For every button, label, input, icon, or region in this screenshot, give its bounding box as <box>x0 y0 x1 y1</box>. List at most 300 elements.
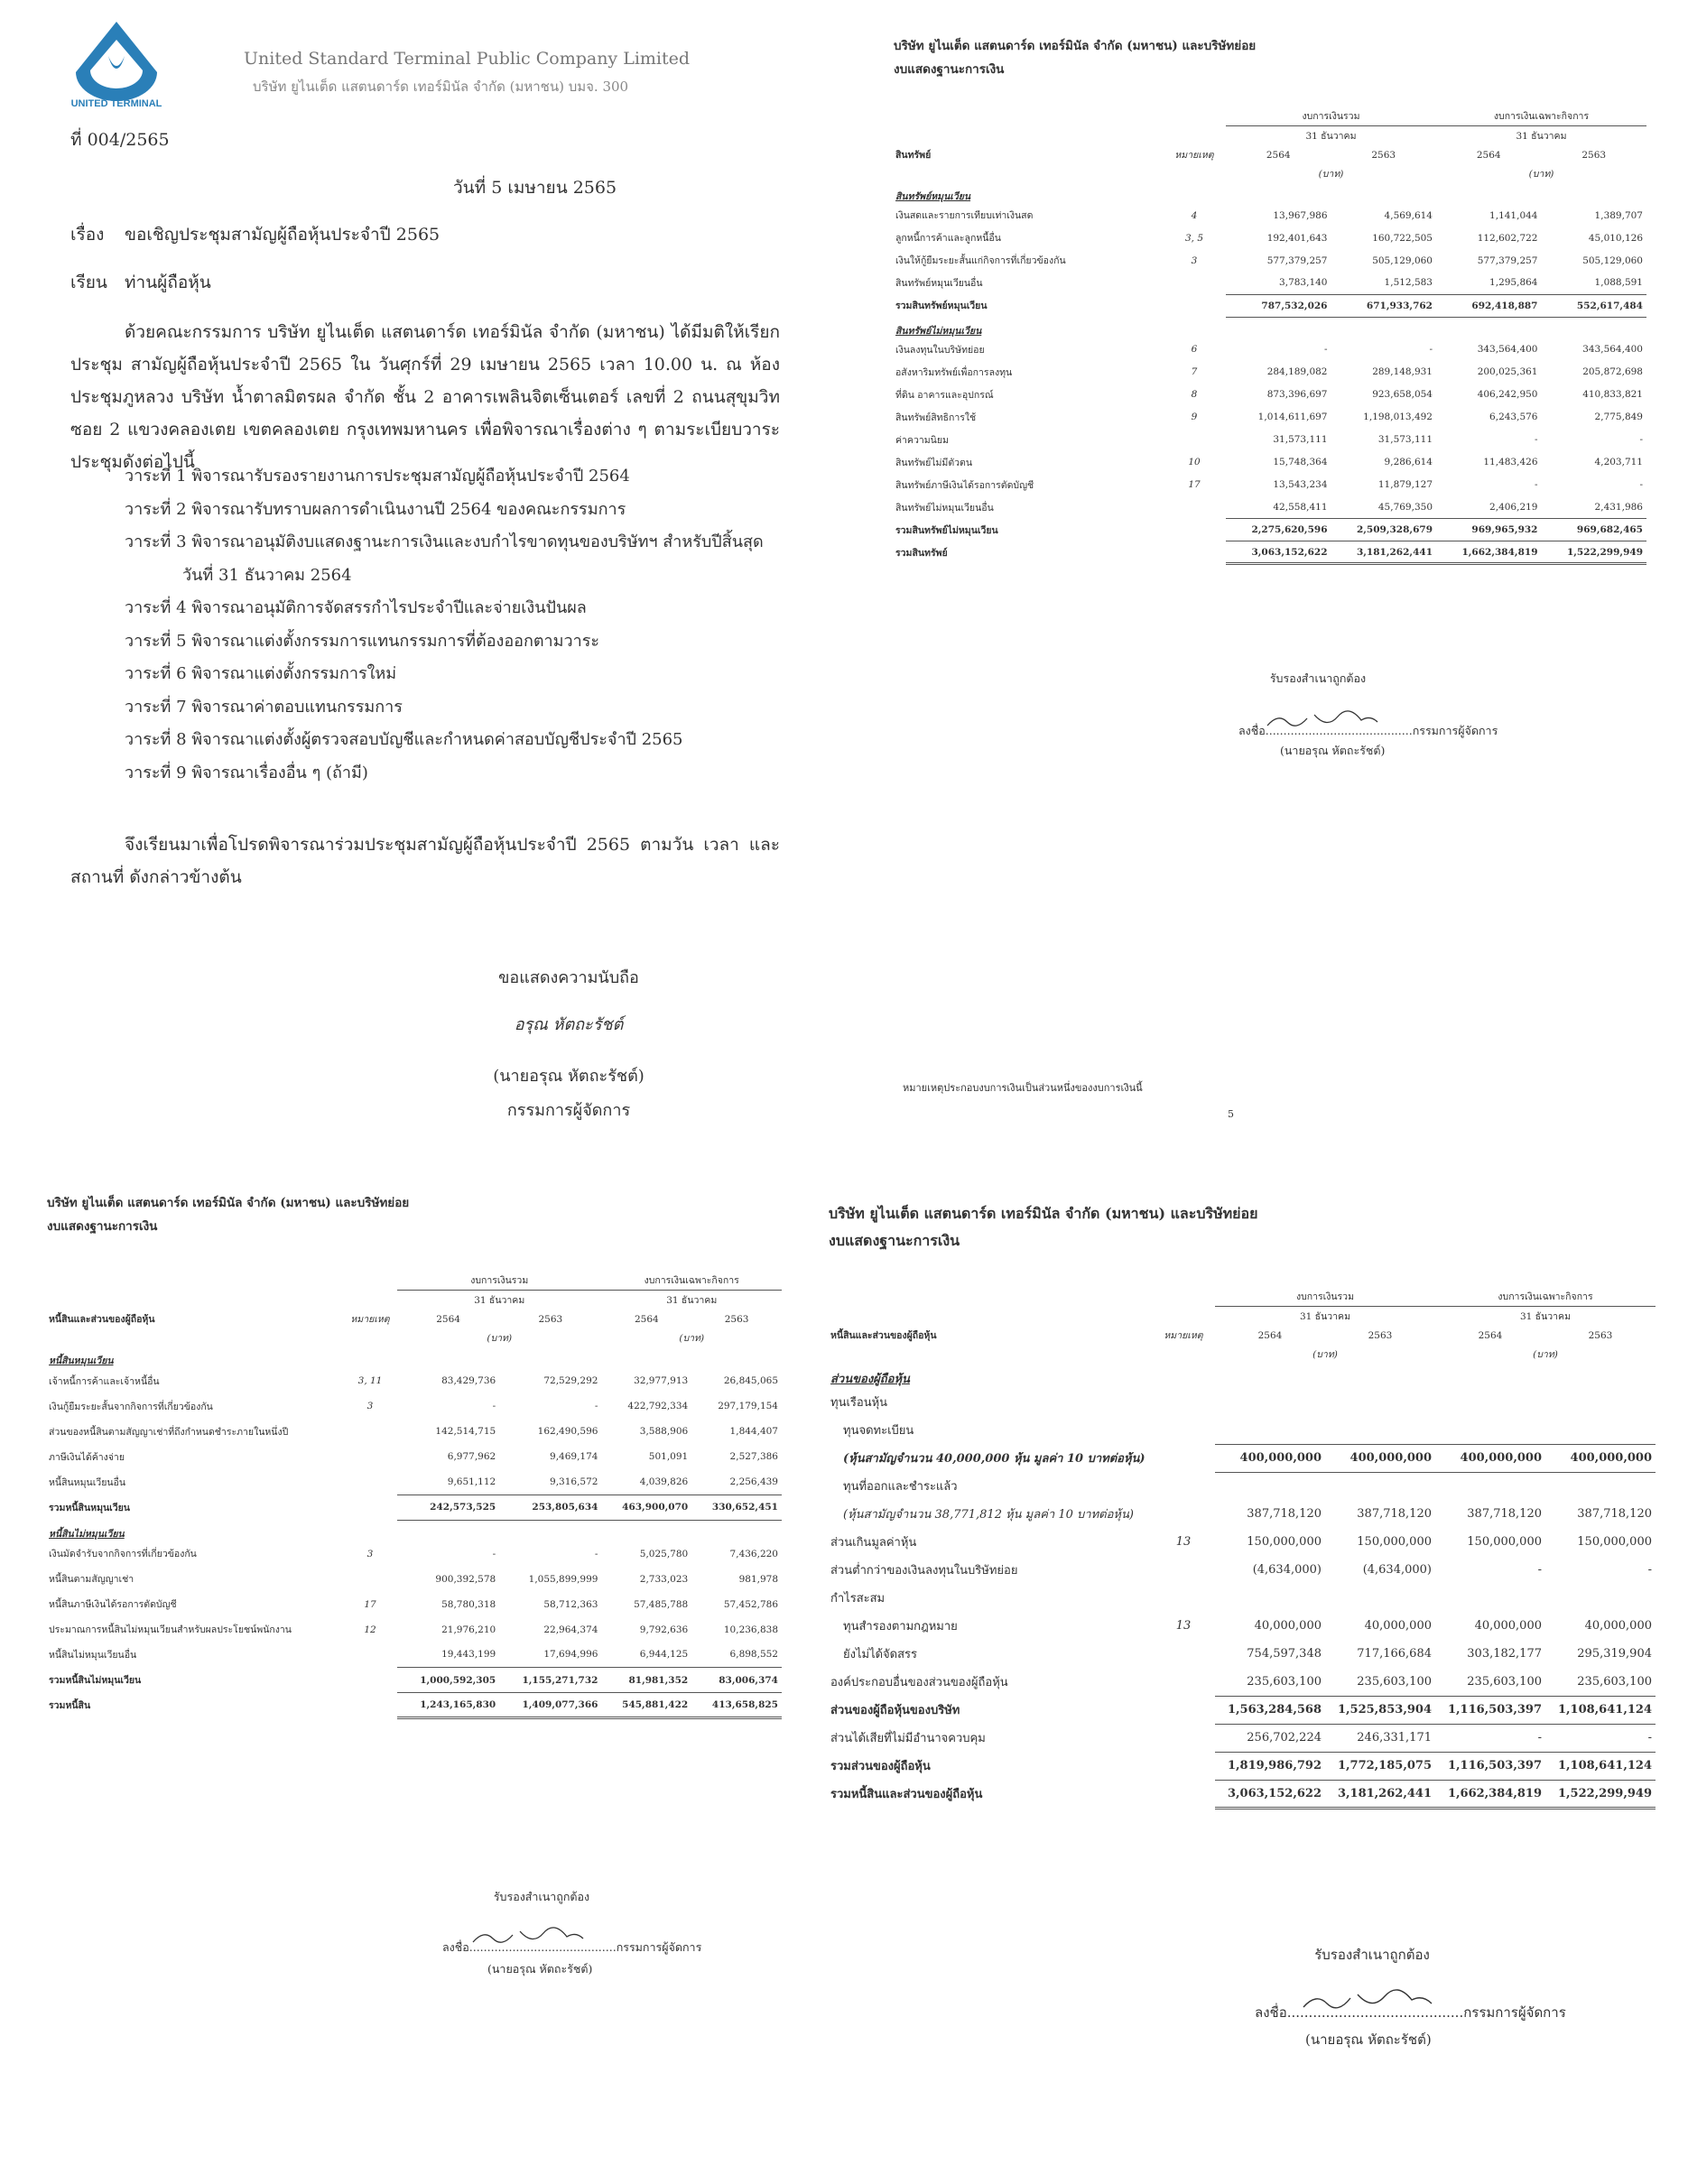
section-label: ส่วนของผู้ถือหุ้น <box>830 1373 910 1386</box>
table-row <box>892 361 1646 384</box>
section-heading: สินทรัพย์ <box>895 150 932 161</box>
section-label: สินทรัพย์หมุนเวียน <box>895 191 971 202</box>
separate-header: งบการเงินเฉพาะกิจการ <box>1435 1287 1656 1307</box>
sign-position: กรรมการผู้จัดการ <box>1412 724 1498 737</box>
row-value: 1,155,271,732 <box>499 1668 601 1693</box>
row-note: 7 <box>1191 366 1198 377</box>
row-value: - <box>1537 1563 1542 1577</box>
company-name-th: บริษัท ยูไนเต็ด แสตนดาร์ด เทอร์มินัล จำกัด (มหาชน) บมจ. 300 <box>253 79 629 95</box>
row-value: 577,379,257 <box>1266 254 1328 266</box>
row-note: 17 <box>364 1598 376 1610</box>
row-value: 717,166,684 <box>1357 1647 1432 1661</box>
table-row <box>45 1419 782 1444</box>
row-note <box>1152 1444 1215 1472</box>
agenda-item: วาระที่ 6 พิจารณาแต่งตั้งกรรมการใหม่ <box>125 664 397 683</box>
row-note: 6 <box>1191 344 1198 355</box>
row-value: 501,091 <box>648 1451 689 1462</box>
row-label: ประมาณการหนี้สินไม่หมุนเวียนสำหรับผลประโยชน์พนักงาน <box>49 1624 292 1635</box>
row-value: 31,573,111 <box>1377 434 1433 445</box>
row-value: 246,331,171 <box>1357 1731 1432 1744</box>
to-label: เรียน <box>70 273 107 292</box>
row-value: - <box>1639 434 1643 445</box>
row-note <box>1163 429 1226 451</box>
signer-name: (นายอรุณ หัตถะรัชต์) <box>1305 2031 1432 2048</box>
to-text: ท่านผู้ถือหุ้น <box>125 273 211 292</box>
unit-header: (บาท) <box>1528 169 1554 180</box>
row-label: ส่วนได้เสียที่ไม่มีอำนาจควบคุม <box>830 1732 986 1745</box>
row-label: ทุนจดทะเบียน <box>843 1424 914 1438</box>
section-row <box>892 183 1646 204</box>
row-value: 2,406,219 <box>1489 501 1538 513</box>
row-note: 4 <box>1191 209 1198 221</box>
row-value: 150,000,000 <box>1357 1535 1432 1549</box>
assets-statement-page <box>794 0 1688 1144</box>
company-name-en: United Standard Terminal Public Company Limited <box>244 49 691 69</box>
table-row <box>892 227 1646 249</box>
separate-header: งบการเงินเฉพาะกิจการ <box>1436 106 1646 126</box>
row-value: - <box>594 1401 598 1411</box>
sign-label: ลงชื่อ <box>1238 724 1266 737</box>
row-note: 3, 5 <box>1184 232 1204 244</box>
row-note <box>1152 1584 1215 1612</box>
row-value: 981,978 <box>738 1573 778 1585</box>
row-value: 505,129,060 <box>1372 254 1433 266</box>
row-value: 1,409,077,366 <box>499 1693 601 1718</box>
row-label: ทุนสำรองตามกฎหมาย <box>843 1620 958 1633</box>
row-value: 330,652,451 <box>691 1495 782 1520</box>
note-header: หมายเหตุ <box>1164 1330 1203 1341</box>
agenda-item: วาระที่ 3 พิจารณาอนุมัติงบแสดงฐานะการเงินและงบกำไรขาดทุนของบริษัทฯ สำหรับปีสิ้นสุด <box>125 532 764 551</box>
row-value: 1,662,384,819 <box>1436 541 1542 564</box>
row-value: 410,833,821 <box>1582 389 1643 400</box>
row-value: 969,965,932 <box>1436 519 1542 541</box>
row-label: เงินสดและรายการเทียบเท่าเงินสด <box>895 210 1034 221</box>
row-label: สินทรัพย์หมุนเวียนอื่น <box>895 278 983 289</box>
row-label: หนี้สินไม่หมุนเวียนอื่น <box>49 1650 137 1661</box>
row-label: เงินมัดจำรับจากกิจการที่เกี่ยวข้องกัน <box>49 1549 197 1559</box>
row-value: 17,694,996 <box>543 1649 598 1661</box>
consolidated-header: งบการเงินรวม <box>1226 106 1436 126</box>
row-value: 3,588,906 <box>639 1426 689 1437</box>
row-value: 57,485,788 <box>634 1598 689 1610</box>
row-label: รวมหนี้สินหมุนเวียน <box>49 1502 130 1513</box>
assets-table <box>892 106 1646 565</box>
row-value: 235,603,100 <box>1357 1674 1432 1689</box>
row-value: 160,722,505 <box>1372 232 1433 244</box>
row-note <box>1152 1780 1215 1808</box>
row-value: 969,682,465 <box>1542 519 1647 541</box>
row-value: 205,872,698 <box>1582 366 1643 377</box>
row-value: 303,182,177 <box>1467 1647 1542 1661</box>
asof-header: 31 ธันวาคม <box>1305 131 1357 142</box>
row-value: 57,452,786 <box>723 1598 778 1610</box>
row-value: 6,898,552 <box>729 1649 778 1661</box>
row-note: 3 <box>366 1401 374 1411</box>
row-value: 1,108,641,124 <box>1545 1696 1656 1724</box>
row-label: รวมหนี้สินไม่หมุนเวียน <box>49 1675 142 1686</box>
row-value <box>1435 1416 1545 1444</box>
table-row <box>827 1696 1656 1724</box>
row-value: 253,805,634 <box>499 1495 601 1520</box>
row-note <box>343 1469 397 1495</box>
table-row <box>45 1617 782 1643</box>
closing-paragraph: จึงเรียนมาเพื่อโปรดพิจารณาร่วมประชุมสามัญผู้ถือหุ้นประจำปี 2565 ตามวัน เวลา และสถานที่ ดังกล่าวข้างต้น <box>70 835 780 887</box>
agenda-item: วาระที่ 8 พิจารณาแต่งตั้งผู้ตรวจสอบบัญชีและกำหนดค่าสอบบัญชีประจำปี 2565 <box>125 730 683 749</box>
row-value: 545,881,422 <box>601 1693 691 1718</box>
table-row <box>45 1469 782 1495</box>
row-note: 3, 11 <box>357 1375 383 1386</box>
row-value: 1,116,503,397 <box>1435 1696 1545 1724</box>
row-value: 4,569,614 <box>1384 209 1433 221</box>
row-value: 21,976,210 <box>441 1624 496 1635</box>
row-value: 343,564,400 <box>1582 344 1643 355</box>
row-label: องค์ประกอบอื่นของส่วนของผู้ถือหุ้น <box>830 1676 1008 1689</box>
signer-position: กรรมการผู้จัดการ <box>506 1101 631 1120</box>
row-label: หนี้สินหมุนเวียนอื่น <box>49 1476 126 1488</box>
row-note <box>1152 1668 1215 1696</box>
company-title: บริษัท ยูไนเต็ด แสตนดาร์ด เทอร์มินัล จำกัด (มหาชน) และบริษัทย่อย <box>47 1196 410 1210</box>
row-label: เงินลงทุนในบริษัทย่อย <box>895 344 985 356</box>
row-label: รวมหนี้สินและส่วนของผู้ถือหุ้น <box>830 1788 983 1801</box>
year-header: 2563 <box>1581 149 1607 161</box>
unit-header: (บาท) <box>487 1333 513 1344</box>
row-value: 387,718,120 <box>1577 1507 1652 1521</box>
agenda-item: วาระที่ 2 พิจารณารับทราบผลการดำเนินงานปี 2564 ของคณะกรรมการ <box>125 499 626 519</box>
agenda-item: วาระที่ 1 พิจารณารับรองรายงานการประชุมสามัญผู้ถือหุ้นประจำปี 2564 <box>125 467 630 486</box>
row-value: - <box>1537 1731 1542 1744</box>
row-value: - <box>1639 479 1643 490</box>
row-label: หนี้สินตามสัญญาเช่า <box>49 1574 134 1585</box>
row-value: 200,025,361 <box>1477 366 1538 377</box>
row-value: 1,108,641,124 <box>1545 1752 1656 1780</box>
row-value: 754,597,348 <box>1247 1647 1322 1661</box>
table-row <box>45 1592 782 1617</box>
row-note <box>1152 1416 1215 1444</box>
row-label: ทุนที่ออกและชำระแล้ว <box>843 1480 958 1494</box>
year-header: 2564 <box>1476 149 1501 161</box>
row-value: 2,256,439 <box>729 1476 778 1487</box>
page-number: 5 <box>1228 1108 1234 1120</box>
row-value: 289,148,931 <box>1372 366 1433 377</box>
row-note <box>343 1643 397 1668</box>
row-label: เจ้าหนี้การค้าและเจ้าหนี้อื่น <box>49 1375 160 1387</box>
row-label: ยังไม่ได้จัดสรร <box>843 1648 918 1661</box>
asof-header: 31 ธันวาคม <box>666 1295 718 1306</box>
row-note: 12 <box>364 1624 376 1635</box>
row-value: 1,014,611,697 <box>1257 412 1328 422</box>
company-title: บริษัท ยูไนเต็ด แสตนดาร์ด เทอร์มินัล จำกัด (มหาชน) และบริษัทย่อย <box>894 39 1257 53</box>
row-value: 192,401,643 <box>1266 232 1328 244</box>
subject-text: ขอเชิญประชุมสามัญผู้ถือหุ้นประจำปี 2565 <box>125 225 441 245</box>
row-note <box>1152 1752 1215 1780</box>
row-label: ส่วนของผู้ถือหุ้นของบริษัท <box>830 1704 960 1717</box>
section-heading: หนี้สินและส่วนของผู้ถือหุ้น <box>49 1314 155 1325</box>
row-note <box>1152 1472 1215 1500</box>
row-note <box>1152 1724 1215 1752</box>
row-note: 13 <box>1175 1535 1192 1549</box>
row-value: 40,000,000 <box>1364 1619 1432 1633</box>
equity-table <box>827 1287 1656 1809</box>
table-row <box>892 204 1646 227</box>
table-row <box>892 294 1646 317</box>
section-row <box>45 1347 782 1368</box>
invitation-letter-page <box>0 0 794 1144</box>
agenda-item: วาระที่ 4 พิจารณาอนุมัติการจัดสรรกำไรประจำปีและจ่ายเงินปันผล <box>125 598 587 617</box>
row-value: 2,527,386 <box>729 1451 778 1462</box>
row-value: 1,662,384,819 <box>1435 1780 1545 1808</box>
row-value <box>1325 1388 1435 1416</box>
row-value: 400,000,000 <box>1435 1444 1545 1472</box>
equity-statement-page <box>794 1144 1688 2184</box>
table-row <box>892 474 1646 496</box>
row-value: 787,532,026 <box>1226 294 1331 317</box>
row-value: - <box>1323 344 1328 355</box>
row-value: 10,236,838 <box>723 1624 778 1635</box>
regards: ขอแสดงความนับถือ <box>498 968 639 987</box>
row-label: (หุ้นสามัญจำนวน 40,000,000 หุ้น มูลค่า 10 บาทต่อหุ้น) <box>843 1452 1145 1466</box>
subject-label: เรื่อง <box>70 225 105 245</box>
table-row <box>827 1472 1656 1500</box>
row-note <box>1163 519 1226 541</box>
row-note: 10 <box>1188 457 1201 467</box>
row-value: 256,702,224 <box>1247 1731 1322 1744</box>
row-value: 1,141,044 <box>1489 209 1538 221</box>
row-label: ทุนเรือนหุ้น <box>830 1396 888 1410</box>
row-value: 4,039,826 <box>639 1476 689 1487</box>
company-logo <box>49 16 184 114</box>
section-label: สินทรัพย์ไม่หมุนเวียน <box>895 325 982 337</box>
row-value: 81,981,352 <box>601 1668 691 1693</box>
row-label: รวมสินทรัพย์ไม่หมุนเวียน <box>895 524 998 536</box>
year-header: 2563 <box>1588 1329 1613 1341</box>
table-row <box>45 1444 782 1469</box>
row-value: 58,712,363 <box>543 1598 598 1610</box>
row-value: 42,558,411 <box>1273 501 1328 513</box>
statement-title: งบแสดงฐานะการเงิน <box>894 62 1005 77</box>
year-header: 2563 <box>538 1313 563 1325</box>
row-value: - <box>1534 479 1538 490</box>
row-label: รวมหนี้สิน <box>49 1700 91 1711</box>
row-value: 72,529,292 <box>543 1375 598 1386</box>
row-label: ลูกหนี้การค้าและลูกหนี้อื่น <box>895 233 1001 244</box>
row-value: 1,389,707 <box>1594 209 1643 221</box>
row-label: สินทรัพย์สิทธิการใช้ <box>895 412 977 423</box>
row-label: อสังหาริมทรัพย์เพื่อการลงทุน <box>895 366 1013 378</box>
row-value: 463,900,070 <box>601 1495 691 1520</box>
liabilities-statement-page <box>0 1144 794 2184</box>
row-value: 9,792,636 <box>639 1624 689 1635</box>
row-value: 1,055,899,999 <box>528 1573 598 1585</box>
section-heading: หนี้สินและส่วนของผู้ถือหุ้น <box>830 1330 937 1341</box>
row-value: 5,025,780 <box>639 1548 689 1559</box>
row-note <box>343 1567 397 1592</box>
row-value: - <box>1647 1731 1652 1744</box>
row-value: 1,525,853,904 <box>1325 1696 1435 1724</box>
row-note <box>1163 496 1226 519</box>
row-value <box>1215 1584 1325 1612</box>
asof-header: 31 ธันวาคม <box>1519 1311 1572 1322</box>
row-note <box>1152 1640 1215 1668</box>
row-value: 1,088,591 <box>1594 277 1643 289</box>
row-value: 6,944,125 <box>639 1649 689 1661</box>
row-value: 2,733,023 <box>639 1573 689 1585</box>
row-value: 1,295,864 <box>1489 277 1538 289</box>
row-label: (หุ้นสามัญจำนวน 38,771,812 หุ้น มูลค่า 10 บาทต่อหุ้น) <box>843 1508 1134 1522</box>
row-value: 3,063,152,622 <box>1226 541 1331 564</box>
year-header: 2563 <box>724 1313 749 1325</box>
company-title: บริษัท ยูไนเต็ด แสตนดาร์ด เทอร์มินัล จำกัด (มหาชน) และบริษัทย่อย <box>829 1205 1258 1222</box>
logo-text: UNITED TERMINAL <box>70 98 162 109</box>
row-value: 1,563,284,568 <box>1215 1696 1325 1724</box>
row-label: สินทรัพย์ไม่หมุนเวียนอื่น <box>895 502 994 514</box>
consolidated-header: งบการเงินรวม <box>397 1271 601 1291</box>
row-value: 83,006,374 <box>691 1668 782 1693</box>
table-row <box>827 1556 1656 1584</box>
row-value: 1,198,013,492 <box>1363 412 1433 422</box>
row-value: 1,116,503,397 <box>1435 1752 1545 1780</box>
row-note <box>1152 1500 1215 1528</box>
row-note: 3 <box>1191 254 1198 266</box>
row-value: 58,780,318 <box>441 1598 496 1610</box>
table-row <box>827 1752 1656 1780</box>
row-label: ส่วนต่ำกว่าของเงินลงทุนในบริษัทย่อย <box>830 1564 1018 1578</box>
table-row <box>827 1780 1656 1808</box>
row-label: เงินให้กู้ยืมระยะสั้นแก่กิจการที่เกี่ยวข้องกัน <box>895 255 1066 266</box>
liabilities-table <box>45 1271 782 1719</box>
unit-header: (บาท) <box>679 1333 705 1344</box>
row-value <box>1325 1472 1435 1500</box>
asof-header: 31 ธันวาคม <box>474 1295 525 1306</box>
table-row <box>892 519 1646 541</box>
row-value: 1,000,592,305 <box>397 1668 499 1693</box>
row-value: 6,243,576 <box>1489 412 1538 422</box>
row-value: 150,000,000 <box>1577 1535 1652 1549</box>
table-row <box>45 1693 782 1718</box>
row-value: 295,319,904 <box>1577 1647 1652 1661</box>
agenda-item: วาระที่ 7 พิจารณาค่าตอบแทนกรรมการ <box>125 697 403 717</box>
section-label: หนี้สินไม่หมุนเวียน <box>49 1528 125 1540</box>
row-value <box>1545 1388 1656 1416</box>
table-row <box>45 1567 782 1592</box>
row-value <box>1435 1472 1545 1500</box>
sign-position: กรรมการผู้จัดการ <box>616 1940 702 1954</box>
row-value: 142,514,715 <box>435 1426 496 1437</box>
row-value: 40,000,000 <box>1584 1619 1652 1633</box>
row-value: 2,509,328,679 <box>1331 519 1437 541</box>
row-label: ส่วนเกินมูลค่าหุ้น <box>830 1536 917 1550</box>
section-row <box>892 317 1646 338</box>
row-value: 505,129,060 <box>1582 254 1643 266</box>
row-value: 112,602,722 <box>1477 232 1538 244</box>
consolidated-header: งบการเงินรวม <box>1215 1287 1435 1307</box>
row-value: 45,010,126 <box>1588 232 1643 244</box>
table-row <box>827 1724 1656 1752</box>
row-value: 150,000,000 <box>1247 1535 1322 1549</box>
agenda-item: วาระที่ 9 พิจารณาเรื่องอื่น ๆ (ถ้ามี) <box>125 763 368 782</box>
certified-copy: รับรองสำเนาถูกต้อง <box>1314 1947 1430 1963</box>
row-value: 1,819,986,792 <box>1215 1752 1325 1780</box>
row-value <box>1435 1388 1545 1416</box>
row-value: 6,977,962 <box>447 1451 496 1462</box>
year-header: 2564 <box>1266 149 1291 161</box>
row-value: 1,512,583 <box>1384 277 1433 289</box>
row-note <box>343 1419 397 1444</box>
row-value: 406,242,950 <box>1477 389 1538 400</box>
row-value: - <box>1534 434 1538 445</box>
signature-line: ลงชื่อ.........................................กรรมการผู้จัดการ <box>442 1940 702 1954</box>
row-note: 3 <box>366 1548 374 1559</box>
row-value: - <box>594 1548 598 1559</box>
row-value: - <box>1647 1563 1652 1577</box>
row-value: 150,000,000 <box>1467 1535 1542 1549</box>
row-value: 343,564,400 <box>1477 344 1538 355</box>
row-note: 8 <box>1191 389 1198 400</box>
unit-header: (บาท) <box>1312 1349 1338 1360</box>
row-value: 400,000,000 <box>1215 1444 1325 1472</box>
certified-copy: รับรองสำเนาถูกต้อง <box>493 1890 590 1903</box>
row-value: 19,443,199 <box>441 1649 496 1661</box>
row-value: 235,603,100 <box>1247 1674 1322 1689</box>
unit-header: (บาท) <box>1533 1349 1558 1360</box>
table-row <box>892 384 1646 406</box>
table-row <box>827 1416 1656 1444</box>
row-note <box>343 1668 397 1693</box>
table-row <box>827 1612 1656 1640</box>
year-header: 2564 <box>1478 1329 1503 1341</box>
row-note <box>1152 1556 1215 1584</box>
row-label: ส่วนของหนี้สินตามสัญญาเช่าที่ถึงกำหนดชำระภายในหนึ่งปี <box>49 1426 289 1438</box>
table-row <box>45 1668 782 1693</box>
row-label: สินทรัพย์ไม่มีตัวตน <box>895 457 973 468</box>
row-value: 40,000,000 <box>1254 1619 1322 1633</box>
row-value: 1,522,299,949 <box>1542 541 1647 564</box>
row-value: (4,634,000) <box>1252 1563 1322 1577</box>
asof-header: 31 ธันวาคม <box>1299 1311 1351 1322</box>
row-value: 1,844,407 <box>729 1426 778 1437</box>
table-row <box>827 1500 1656 1528</box>
table-row <box>892 406 1646 429</box>
row-value: 3,181,262,441 <box>1331 541 1437 564</box>
row-value: 387,718,120 <box>1247 1507 1322 1521</box>
table-row <box>45 1393 782 1419</box>
row-label: ค่าความนิยม <box>895 434 949 446</box>
row-value: 7,436,220 <box>729 1548 778 1559</box>
unit-header: (บาท) <box>1318 169 1344 180</box>
signer-name: (นายอรุณ หัตถะรัชต์) <box>487 1962 593 1976</box>
year-header: 2563 <box>1368 1329 1393 1341</box>
section-row <box>827 1364 1656 1388</box>
row-value: 9,469,174 <box>550 1451 598 1462</box>
row-value: 1,522,299,949 <box>1545 1780 1656 1808</box>
row-note <box>1163 294 1226 317</box>
note-header: หมายเหตุ <box>350 1314 390 1325</box>
table-row <box>892 496 1646 519</box>
statement-title: งบแสดงฐานะการเงิน <box>829 1232 960 1249</box>
row-value: 387,718,120 <box>1467 1507 1542 1521</box>
row-value <box>1325 1584 1435 1612</box>
row-value: 9,286,614 <box>1384 457 1433 467</box>
year-header: 2564 <box>436 1313 460 1325</box>
row-note <box>1163 541 1226 564</box>
signature-line: ลงชื่อ.........................................กรรมการผู้จัดการ <box>1238 724 1498 737</box>
asof-header: 31 ธันวาคม <box>1516 131 1567 142</box>
row-value: 9,316,572 <box>550 1476 598 1487</box>
separate-header: งบการเงินเฉพาะกิจการ <box>601 1271 782 1291</box>
row-value: 1,243,165,830 <box>397 1693 499 1718</box>
row-value: 577,379,257 <box>1477 254 1538 266</box>
row-value: 11,879,127 <box>1377 479 1433 490</box>
table-row <box>892 272 1646 294</box>
